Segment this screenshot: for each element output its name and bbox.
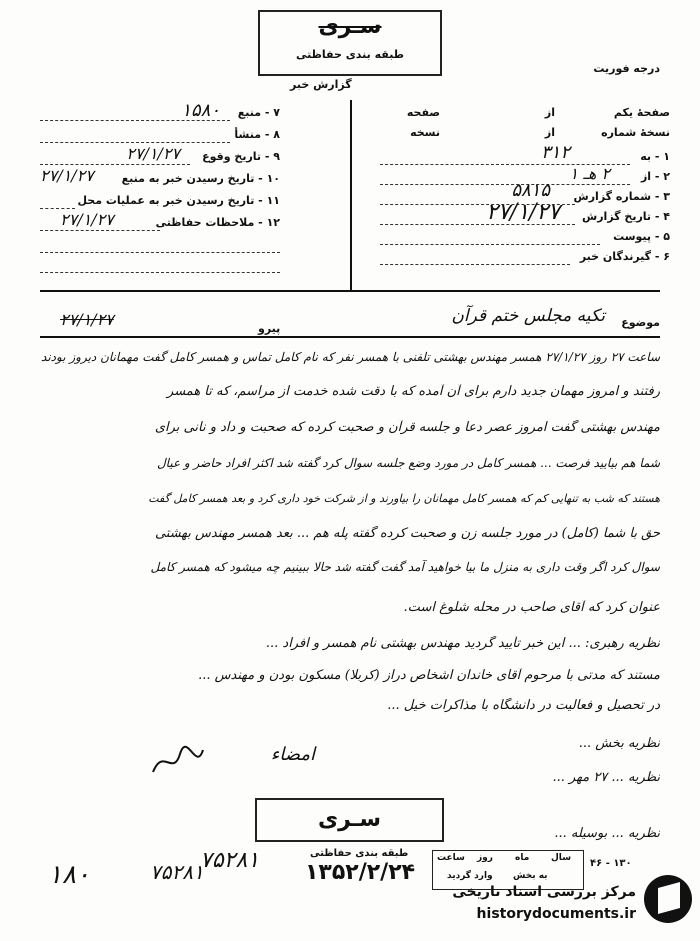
box-field: ماه xyxy=(515,853,530,863)
priority-label: درجه فوریت xyxy=(593,62,660,75)
handwritten-number: ۱۸۰ xyxy=(48,860,90,890)
body-line: هستند که شب به تنهایی کم که همسر کامل مهمانان را بیاورند و از شرکت خود داری کرد و بعد همسر کامل گفت xyxy=(148,492,660,505)
body-line: عنوان کرد که آقای صاحب در محله شلوغ است. xyxy=(403,600,660,615)
subject-value: تکیه مجلس ختم قرآن xyxy=(451,306,605,326)
classification-stamp-mid: سـری xyxy=(255,798,444,842)
signature-scribble xyxy=(148,742,208,782)
body-line: شما هم بیایید فرصت ... همسر کامل در مورد وضع جلسه سوال کرد گفته شد اکثر افراد حاضر و عیال xyxy=(156,456,660,470)
bottom-date: ۱۳۵۲/۲/۲۴ xyxy=(305,860,416,885)
body-line: حق با شما (کامل) در مورد جلسه زن و صحبت کرده گفته پله هم ... بعد همسر مهندس بهشتی xyxy=(154,526,660,541)
handwritten-number: ۷۵۲۸۱ xyxy=(150,860,204,884)
watermark-url: historydocuments.ir xyxy=(476,906,636,922)
field-from-value: ۲ هـ ۱ xyxy=(569,164,610,183)
field-source-value: ۱۵۸۰ xyxy=(181,100,220,121)
field-copy-unit: نسخه xyxy=(410,126,440,139)
body-line: سوال کرد اگر وقت داری به منزل ما بیا خواهید آمد گفت گفته شد حالا ببینیم چه میشود که همسر کامل xyxy=(150,560,660,574)
field-copy-from: از xyxy=(544,126,555,139)
field-occurrence-date-value: ۲۷/۱/۲۷ xyxy=(126,144,180,163)
signature: امضاء xyxy=(270,744,315,765)
field-report-date-value: ۲۷/۱/۲۷ xyxy=(486,200,560,225)
field-source-label: ۷ - منبع xyxy=(237,106,280,119)
field-source-receipt-value: ۲۷/۱/۲۷ xyxy=(40,166,94,185)
body-line: ساعت ۲۷ روز ۲۷/۱/۲۷ همسر مهندس بهشتی تلفنی با همسر نفر که نام کامل تماس و همسر کامل گفت مهمانان دیروز بودند xyxy=(41,350,660,364)
subject-label: موضوع xyxy=(621,316,660,329)
field-page-unit: صفحه xyxy=(406,106,440,119)
field-to-value: ۳۱۲ xyxy=(540,142,570,163)
box-field: ساعت xyxy=(437,853,465,863)
field-recipients-label: ۶ - گیرندگان خبر xyxy=(579,250,670,263)
field-attachment-label: ۵ - پیوست xyxy=(613,230,670,243)
field-security-notes-value: ۲۷/۱/۲۷ xyxy=(60,210,114,229)
handwritten-number: ۷۵۲۸۱ xyxy=(200,848,260,873)
field-source-receipt-label: ۱۰ - تاریخ رسیدن خبر به منبع xyxy=(121,172,280,185)
note-line: در تحصیل و فعالیت در دانشگاه با مذاکرات خیل ... xyxy=(387,698,660,713)
box-field: سال xyxy=(551,853,572,863)
footnote-line: نظریه بخش ... xyxy=(578,736,660,751)
field-page-label: صفحهٔ یکم xyxy=(613,106,670,119)
field-to-label: ۱ - به xyxy=(640,150,670,163)
note-line: نظریه رهبری: ... این خبر تأیید گردید مهندس بهشتی نام همسر و افراد ... xyxy=(265,636,660,651)
file-value: ۲۷/۱/۲۷ xyxy=(60,310,114,329)
body-line: رفتند و امروز مهمان جدید دارم برای آن آمده که با دقت شده خدمت از مراسم، که تا همسر xyxy=(167,384,660,399)
bottom-classification-label: طبقه بندی حفاظتی xyxy=(310,848,409,859)
field-from-label: ۲ - از xyxy=(640,170,670,183)
field-copy-label: نسخهٔ شماره xyxy=(601,126,670,139)
subject-divider xyxy=(40,336,660,338)
body-line: مهندس بهشتی گفت امروز عصر دعا و جلسه قرآن و صحبت کرده که صحبت و داد و نانی برای xyxy=(154,420,660,435)
field-report-number-value: ۵۸۱۵ xyxy=(511,180,550,201)
watermark-title: مرکز بررسی اسناد تاریخی xyxy=(452,884,636,900)
field-security-notes-label: ۱۲ - ملاحظات حفاظتی xyxy=(155,216,280,229)
field-page-from: از xyxy=(544,106,555,119)
note-line: مستند که مدتی با مرحوم آقای خاندان اشخاص دراز (کربلا) مسکون بودن و مهندس ... xyxy=(198,668,660,683)
field-report-date-label: ۴ - تاریخ گزارش xyxy=(582,210,670,223)
footnote-line: نظریه ... بوسیله ... xyxy=(554,826,660,841)
header-divider xyxy=(40,290,660,292)
classification-stamp xyxy=(258,10,442,76)
field-report-number-label: ۳ - شماره گزارش xyxy=(573,190,670,203)
column-divider xyxy=(350,100,352,290)
box-field: وارد گردید xyxy=(447,871,493,881)
field-ops-receipt-label: ۱۱ - تاریخ رسیدن خبر به عملیات محل xyxy=(77,194,280,207)
report-title: گزارش خبر xyxy=(290,78,352,91)
classification-text: سـری xyxy=(318,14,382,39)
footnote-line: نظریه ... ۲۷ مهر ... xyxy=(552,770,660,785)
box-field: روز xyxy=(477,853,493,863)
field-origin-label: ۸ - منشأ xyxy=(234,128,280,141)
file-label: پیرو xyxy=(258,322,281,335)
box-code: ۴۶ - ۱۳۰ xyxy=(590,858,632,869)
field-occurrence-date-label: ۹ - تاریخ وقوع xyxy=(202,150,280,163)
archive-logo-icon xyxy=(644,875,692,923)
classification-subtext: طبقه بندی حفاظتی xyxy=(295,48,405,61)
box-field: به بخش xyxy=(513,871,548,881)
